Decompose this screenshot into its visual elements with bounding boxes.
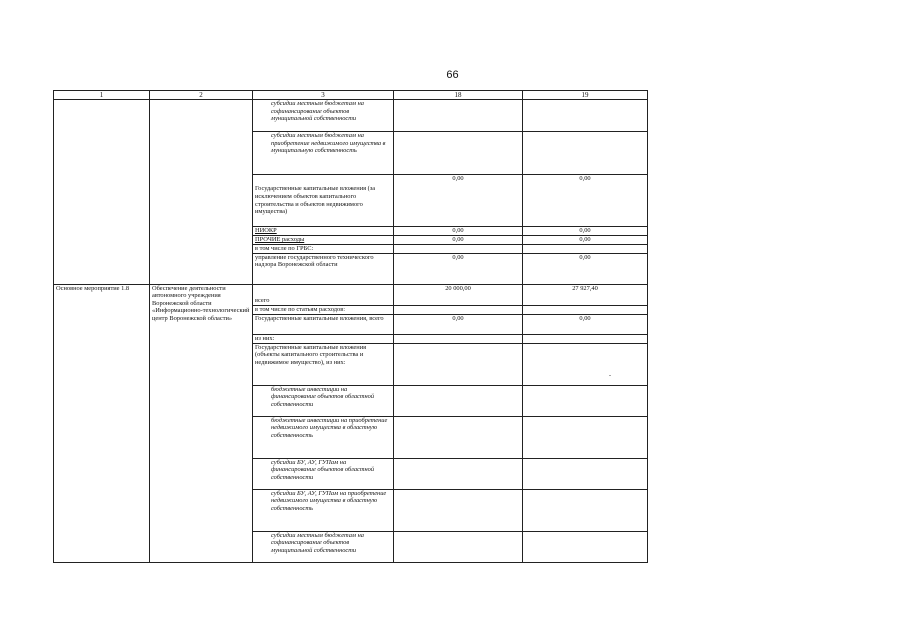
value-col-18: 20 000,00 [394,284,523,305]
expense-item-label: Государственные капитальные вложения, всего [253,314,394,334]
value-col-19 [523,416,648,458]
expense-item-label: в том числе по ГРБС: [253,245,394,254]
measure-description: Обеспечение деятельности автономного учреждения Воронежской области «Информационно-технологический центр Воронежской области» [150,284,253,562]
value-col-18 [394,100,523,132]
value-col-18: 0,00 [394,227,523,236]
expense-item-label: субсидии БУ, АУ, ГУПам на приобретение недвижимого имущества в областную собственность [271,489,387,512]
value-col-19 [523,343,648,385]
expense-item-label: управление государственного технического надзора Воронежской области [253,253,394,284]
table-row [54,100,648,132]
value-col-18 [394,489,523,531]
expense-item-label: всего [253,284,394,305]
expense-item-label: НИОКР [253,227,394,236]
value-col-19 [523,132,648,175]
header-col-3: 3 [253,91,394,100]
expense-item-label: субсидии местным бюджетам на софинансирование объектов муниципальной собственности [271,531,364,554]
budget-table [53,90,648,563]
expense-item-label: субсидии БУ, АУ, ГУПам на финансирование объектов областной собственности [271,458,375,481]
value-col-19 [523,334,648,343]
value-col-18 [394,416,523,458]
value-col-19: 0,00 [523,175,648,227]
empty-cell [54,100,150,285]
expense-item-label: субсидии местным бюджетам на софинансирование объектов муниципальной собственности [271,100,364,123]
header-col-2: 2 [150,91,253,100]
value-col-18: 0,00 [394,175,523,227]
expense-item-label: Государственные капитальные вложения (объекты капитального строительства и недвижимое имущество), из них: [253,343,394,385]
value-col-18: 0,00 [394,253,523,284]
value-col-18 [394,343,523,385]
value-col-18: 0,00 [394,314,523,334]
value-col-18 [394,458,523,489]
expense-item-label: бюджетные инвестиции на финансирование объектов областной собственности [271,385,375,408]
value-col-19: 0,00 [523,314,648,334]
value-col-19: 0,00 [523,236,648,245]
value-col-19 [523,489,648,531]
empty-cell [150,100,253,285]
header-row [54,91,648,100]
expense-item-label: Государственные капитальные вложения (за исключением объектов капитального строительства и объектов недвижимого имущества) [253,175,394,227]
header-col-1: 1 [54,91,150,100]
value-col-18 [394,245,523,254]
expense-item-label: ПРОЧИЕ расходы [253,236,394,245]
value-col-19 [523,385,648,416]
header-col-18: 18 [394,91,523,100]
expense-item-label: в том числе по статьям расходов: [253,305,394,314]
value-col-19: 0,00 [523,227,648,236]
value-col-18 [394,385,523,416]
value-col-18 [394,305,523,314]
value-col-19 [523,305,648,314]
value-col-19 [523,100,648,132]
table-row [54,284,648,305]
value-col-18 [394,531,523,562]
value-col-18 [394,334,523,343]
value-col-19 [523,458,648,489]
expense-item-label: из них: [253,334,394,343]
value-col-18: 0,00 [394,236,523,245]
value-col-19 [523,531,648,562]
header-col-19: 19 [523,91,648,100]
value-col-18 [394,132,523,175]
value-col-19 [523,245,648,254]
stray-mark: . [609,369,611,378]
measure-label: Основное мероприятие 1.8 [54,284,150,562]
page-number: 66 [446,69,459,81]
value-col-19: 0,00 [523,253,648,284]
expense-item-label: бюджетные инвестиции на приобретение недвижимого имущества в областную собственность [271,416,388,439]
value-col-19: 27 927,40 [523,284,648,305]
expense-item-label: субсидии местным бюджетам на приобретение недвижимого имущества в муниципальную собственность [271,132,386,155]
